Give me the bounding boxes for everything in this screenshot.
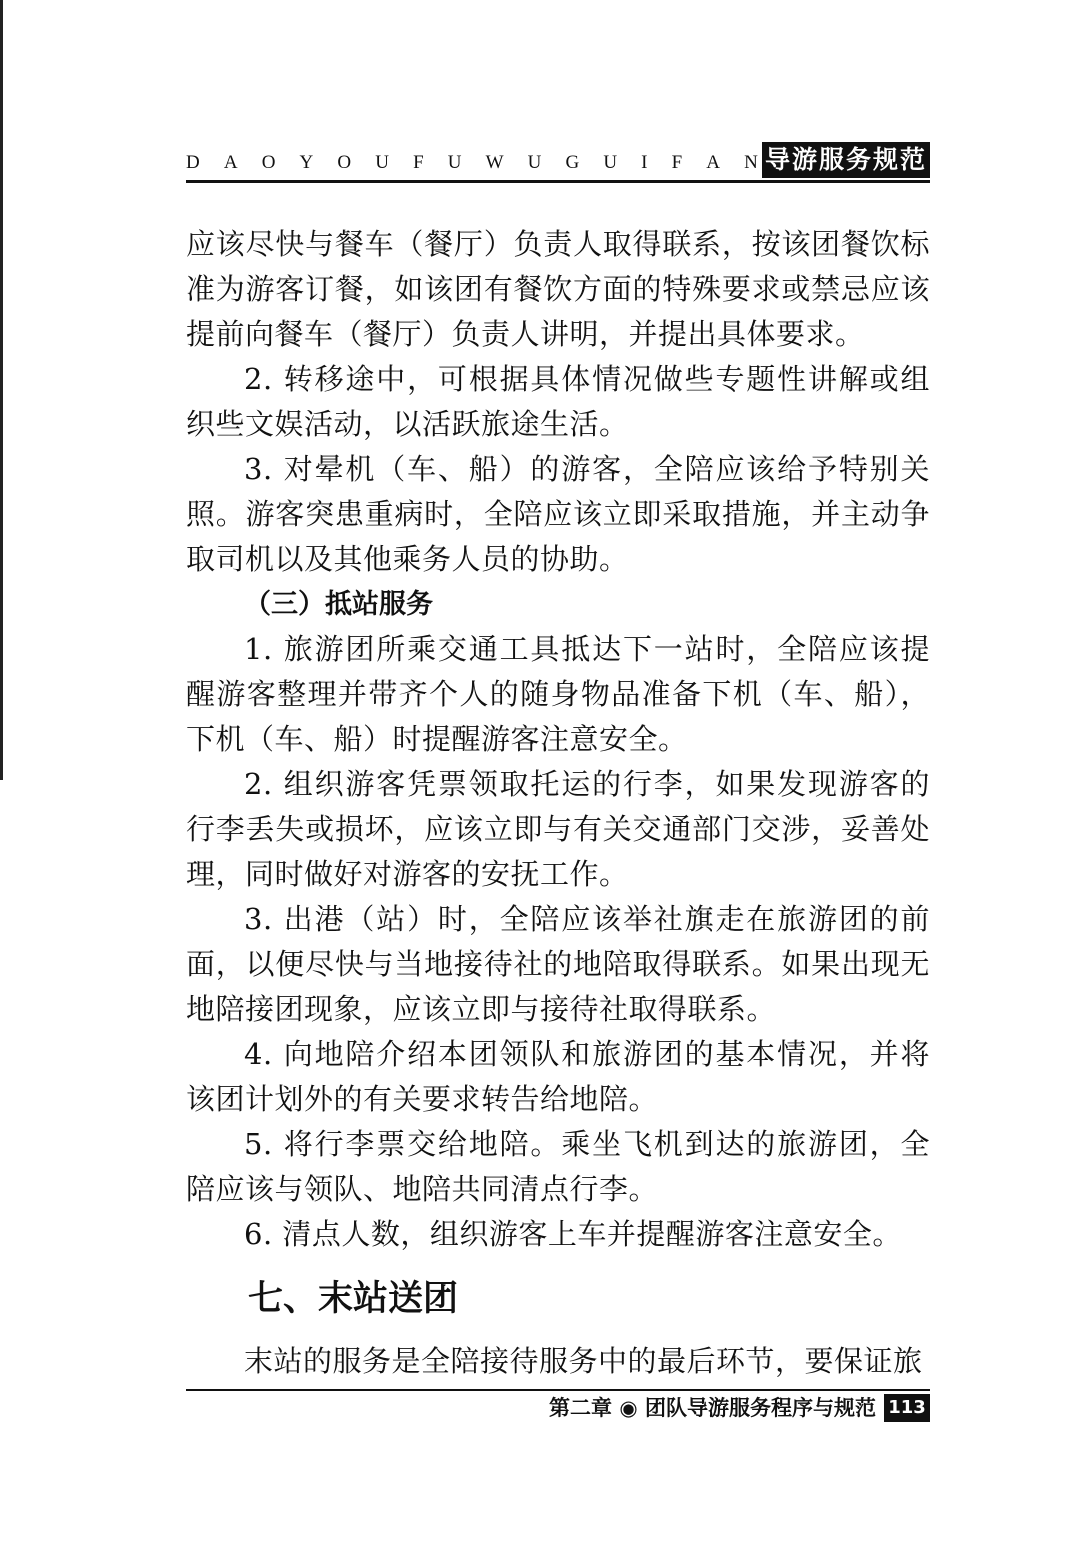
header-letter: D <box>186 152 200 173</box>
running-header <box>186 142 930 182</box>
header-book-title: 导游服务规范 <box>762 142 930 178</box>
header-letter: W <box>485 152 504 173</box>
paragraph: 4. 向地陪介绍本团领队和旅游团的基本情况，并将该团计划外的有关要求转告给地陪。 <box>186 1037 930 1116</box>
paragraph: 1. 旅游团所乘交通工具抵达下一站时，全陪应该提醒游客整理并带齐个人的随身物品准备下机（车、船），下机（车、船）时提醒游客注意安全。 <box>186 632 930 756</box>
paragraph: 3. 出港（站）时，全陪应该举社旗走在旅游团的前面，以便尽快与当地接待社的地陪取得联系。如果出现无地陪接团现象，应该立即与接待社取得联系。 <box>186 902 930 1026</box>
header-letter: F <box>671 152 683 173</box>
header-letter: A <box>706 152 721 173</box>
footer-chapter-title: 第二章 ◉ 团队导游服务程序与规范 <box>549 1396 876 1420</box>
page-number: 113 <box>884 1394 930 1422</box>
header-letter: U <box>375 152 389 173</box>
header-rule <box>186 180 930 183</box>
header-pinyin-letters <box>186 148 758 178</box>
paragraph: 3. 对晕机（车、船）的游客，全陪应该给予特别关照。游客突患重病时，全陪应该立即采取措施，并主动争取司机以及其他乘务人员的协助。 <box>186 452 930 576</box>
paragraph: 2. 组织游客凭票领取托运的行李，如果发现游客的行李丢失或损坏，应该立即与有关交通部门交涉，妥善处理，同时做好对游客的安抚工作。 <box>186 767 930 891</box>
running-footer <box>549 1392 930 1424</box>
paragraph: 末站的服务是全陪接待服务中的最后环节，要保证旅 <box>244 1344 923 1378</box>
header-letter: O <box>261 152 276 173</box>
header-letter: O <box>337 152 352 173</box>
paragraph: 2. 转移途中，可根据具体情况做些专题性讲解或组织些文娱活动，以活跃旅途生活。 <box>186 362 930 441</box>
section-heading: 七、末站送团 <box>248 1279 459 1319</box>
header-letter: N <box>744 152 758 173</box>
header-letter: G <box>565 152 580 173</box>
paragraph: 应该尽快与餐车（餐厅）负责人取得联系，按该团餐饮标准为游客订餐，如该团有餐饮方面的特殊要求或禁忌应该提前向餐车（餐厅）负责人讲明，并提出具体要求。 <box>186 227 930 351</box>
paragraph: 6. 清点人数，组织游客上车并提醒游客注意安全。 <box>244 1217 902 1251</box>
header-letter: Y <box>299 152 314 173</box>
header-letter: A <box>223 152 238 173</box>
body-text <box>186 222 930 1384</box>
header-letter: U <box>447 152 462 173</box>
header-letter: I <box>641 152 648 173</box>
footer-rule <box>186 1389 930 1391</box>
header-letter: F <box>413 152 424 173</box>
header-letter: U <box>603 152 618 173</box>
paragraph: 5. 将行李票交给地陪。乘坐飞机到达的旅游团，全陪应该与领队、地陪共同清点行李。 <box>186 1127 930 1206</box>
header-letter: U <box>527 152 542 173</box>
scan-edge-line <box>0 0 3 780</box>
subsection-heading: （三）抵站服务 <box>244 589 433 620</box>
